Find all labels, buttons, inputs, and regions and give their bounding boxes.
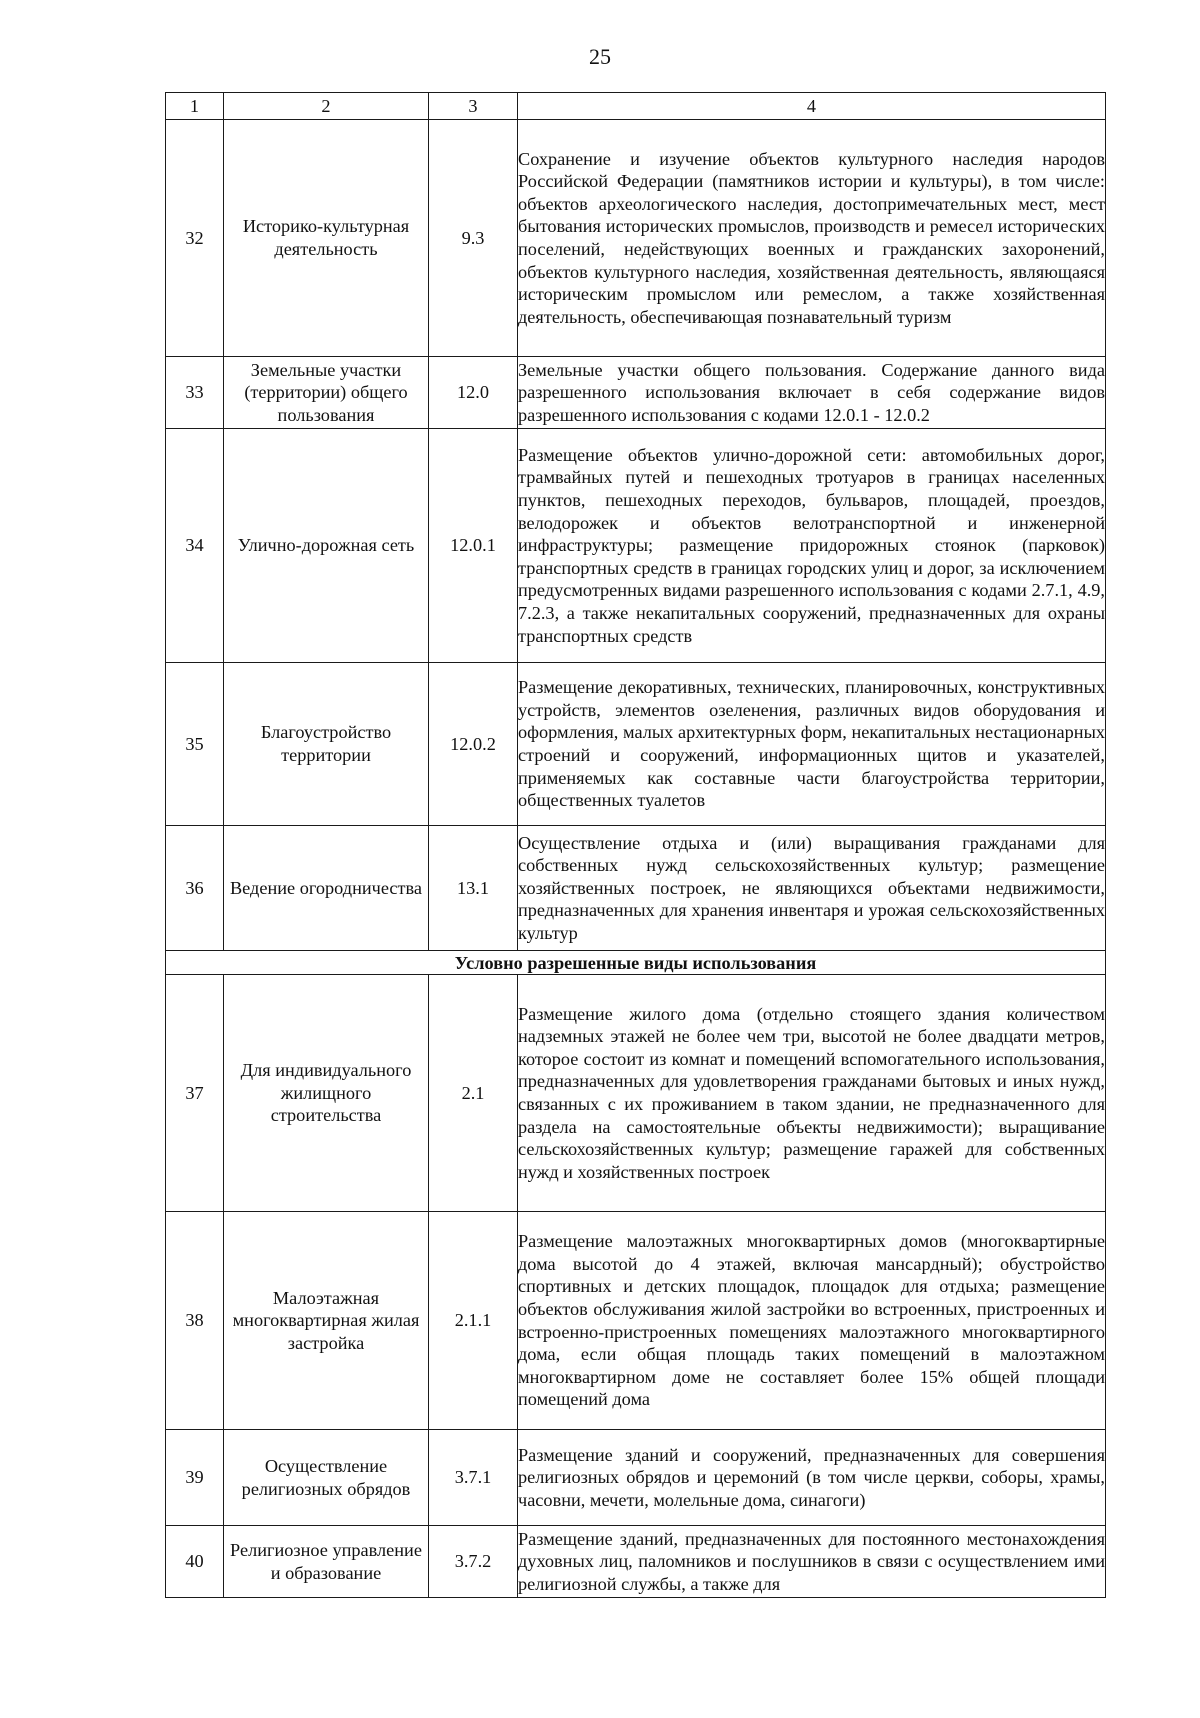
use-type-code: 3.7.1 bbox=[429, 1430, 518, 1526]
use-type-name: Малоэтажная многоквартирная жилая застройка bbox=[224, 1212, 429, 1430]
column-number-row bbox=[166, 93, 1106, 120]
use-type-code: 13.1 bbox=[429, 826, 518, 951]
table-row bbox=[166, 663, 1106, 826]
use-type-name: Благоустройство территории bbox=[224, 663, 429, 826]
table-row bbox=[166, 357, 1106, 429]
column-number: 2 bbox=[224, 93, 429, 120]
row-number: 36 bbox=[166, 826, 224, 951]
row-number: 32 bbox=[166, 120, 224, 357]
use-type-description: Размещение зданий, предназначенных для постоянного местонахождения духовных лиц, паломников и послушников в связи с осуществлением ими религиозной службы, а также для bbox=[518, 1526, 1106, 1598]
table-row bbox=[166, 429, 1106, 663]
use-type-code: 2.1 bbox=[429, 975, 518, 1212]
section-heading-row bbox=[166, 951, 1106, 975]
use-type-description: Размещение зданий и сооружений, предназначенных для совершения религиозных обрядов и церемоний (в том числе церкви, соборы, храмы, часовни, мечети, молельные дома, синагоги) bbox=[518, 1430, 1106, 1526]
row-number: 38 bbox=[166, 1212, 224, 1430]
row-number: 33 bbox=[166, 357, 224, 429]
section-heading: Условно разрешенные виды использования bbox=[166, 951, 1106, 975]
row-number: 34 bbox=[166, 429, 224, 663]
table-row bbox=[166, 120, 1106, 357]
use-type-name: Осуществление религиозных обрядов bbox=[224, 1430, 429, 1526]
row-number: 40 bbox=[166, 1526, 224, 1598]
row-number: 39 bbox=[166, 1430, 224, 1526]
use-type-description: Сохранение и изучение объектов культурного наследия народов Российской Федерации (памятников истории и культуры), в том числе: объектов археологического наследия, достопримечательных мест, мест бытования исторических промыслов, производств и ремесел исторических поселений, недействующих военных и гражданских захоронений, объектов культурного наследия, хозяйственная деятельность, являющаяся историческим промыслом или ремеслом, а также хозяйственная деятельность, обеспечивающая познавательный туризм bbox=[518, 120, 1106, 357]
use-type-name: Историко-культурная деятельность bbox=[224, 120, 429, 357]
use-type-description: Размещение декоративных, технических, планировочных, конструктивных устройств, элементов озеленения, различных видов оборудования и оформления, малых архитектурных форм, некапитальных нестационарных строений и сооружений, информационных щитов и указателей, применяемых как составные части благоустройства территории, общественных туалетов bbox=[518, 663, 1106, 826]
land-use-table bbox=[165, 92, 1106, 1598]
use-type-description: Осуществление отдыха и (или) выращивания гражданами для собственных нужд сельскохозяйственных культур; размещение хозяйственных построек, не являющихся объектами недвижимости, предназначенных для хранения инвентаря и урожая сельскохозяйственных культур bbox=[518, 826, 1106, 951]
table-row bbox=[166, 1526, 1106, 1598]
table-row bbox=[166, 975, 1106, 1212]
use-type-code: 3.7.2 bbox=[429, 1526, 518, 1598]
use-type-code: 12.0.2 bbox=[429, 663, 518, 826]
use-type-code: 2.1.1 bbox=[429, 1212, 518, 1430]
use-type-code: 12.0 bbox=[429, 357, 518, 429]
use-type-name: Ведение огородничества bbox=[224, 826, 429, 951]
use-type-name: Улично-дорожная сеть bbox=[224, 429, 429, 663]
use-type-name: Религиозное управление и образование bbox=[224, 1526, 429, 1598]
column-number: 3 bbox=[429, 93, 518, 120]
page-number: 25 bbox=[589, 44, 611, 69]
use-type-description: Земельные участки общего пользования. Содержание данного вида разрешенного использования включает в себя содержание видов разрешенного использования с кодами 12.0.1 - 12.0.2 bbox=[518, 357, 1106, 429]
table-row bbox=[166, 1430, 1106, 1526]
column-number: 1 bbox=[166, 93, 224, 120]
use-type-description: Размещение малоэтажных многоквартирных домов (многоквартирные дома высотой до 4 этажей, включая мансардный); обустройство спортивных и детских площадок, площадок для отдыха; размещение объектов обслуживания жилой застройки во встроенных, пристроенных и встроенно-пристроенных помещениях малоэтажного многоквартирного дома, если общая площадь таких помещений в малоэтажном многоквартирном доме не составляет более 15% общей площади помещений дома bbox=[518, 1212, 1106, 1430]
table-row bbox=[166, 826, 1106, 951]
table-body bbox=[166, 93, 1106, 1598]
use-type-name: Для индивидуального жилищного строительства bbox=[224, 975, 429, 1212]
use-type-description: Размещение жилого дома (отдельно стоящего здания количеством надземных этажей не более чем три, высотой не более двадцати метров, которое состоит из комнат и помещений вспомогательного использования, предназначенных для удовлетворения гражданами бытовых и иных нужд, связанных с их проживанием в таком здании, не предназначенного для раздела на самостоятельные объекты недвижимости); выращивание сельскохозяйственных культур; размещение гаражей для собственных нужд и хозяйственных построек bbox=[518, 975, 1106, 1212]
use-type-code: 12.0.1 bbox=[429, 429, 518, 663]
use-type-code: 9.3 bbox=[429, 120, 518, 357]
row-number: 35 bbox=[166, 663, 224, 826]
table-row bbox=[166, 1212, 1106, 1430]
row-number: 37 bbox=[166, 975, 224, 1212]
use-type-name: Земельные участки (территории) общего пользования bbox=[224, 357, 429, 429]
use-type-description: Размещение объектов улично-дорожной сети: автомобильных дорог, трамвайных путей и пешеходных тротуаров в границах населенных пунктов, пешеходных переходов, бульваров, площадей, проездов, велодорожек и объектов велотранспортной и инженерной инфраструктуры; размещение придорожных стоянок (парковок) транспортных средств в границах городских улиц и дорог, за исключением предусмотренных видами разрешенного использования с кодами 2.7.1, 4.9, 7.2.3, а также некапитальных сооружений, предназначенных для охраны транспортных средств bbox=[518, 429, 1106, 663]
column-number: 4 bbox=[518, 93, 1106, 120]
